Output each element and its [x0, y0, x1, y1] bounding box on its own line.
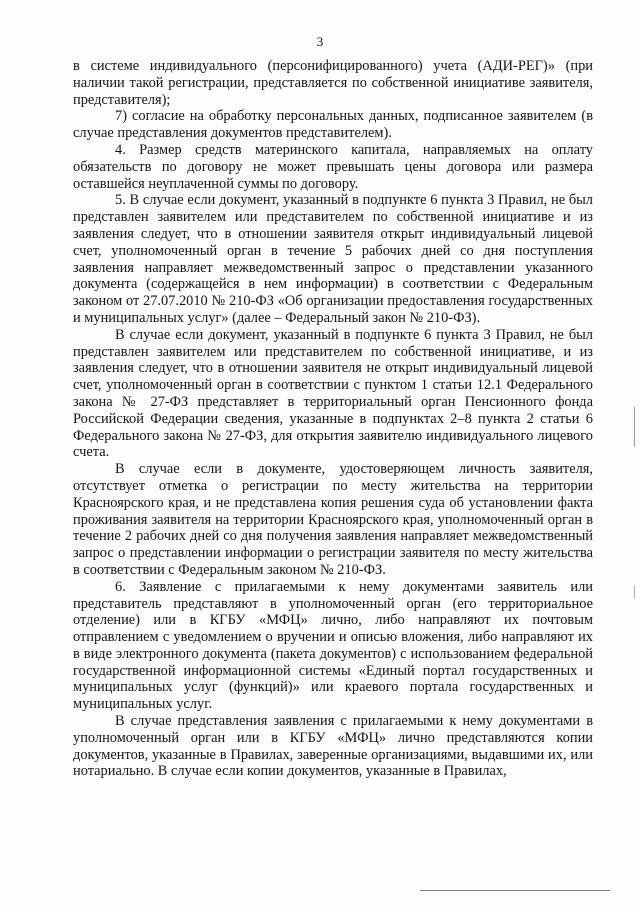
scan-bottom-line [420, 890, 610, 891]
paragraph-section-5-third: В случае если в документе, удостоверяющем личность заявителя, отсутствует отметка о регистрации по месту жительства на территории Красноярского края, и не представлена копия решения суда об установлении факта проживания заявителя на территории Красноярского края, уполномоченный орган в течение 2 рабочих дней со дня получения заявления направляет межведомственный запрос о представлении информации о регистрации заявителя по месту жительства в соответствии с Федеральным законом № 210-ФЗ. [73, 461, 593, 578]
scan-edge-mark [634, 407, 635, 447]
paragraph-section-6-second: В случае представления заявления с прилагаемыми к нему документами в уполномоченный орган или в КГБУ «МФЦ» лично представляются копии документов, указанные в Правилах, заверенные организациями, выдавшими их, или нотариально. В случае если копии документов, указанные в Правилах, [73, 713, 593, 780]
paragraph-section-5: 5. В случае если документ, указанный в подпункте 6 пункта 3 Правил, не был представлен заявителем или представителем по собственной инициативе и из заявления следует, что в отношении заявителя открыт индивидуальный лицевой счет, уполномоченный орган в течение 5 рабочих дней со дня поступления заявления направляет межведомственный запрос о представлении указанного документа (содержащейся в нем информации) в соответствии с Федеральным законом от 27.07.2010 № 210-ФЗ «Об организации предоставления государственных и муниципальных услуг» (далее – Федеральный закон № 210-ФЗ). [73, 192, 593, 326]
document-body [73, 58, 593, 780]
scan-edge-mark [634, 585, 635, 599]
page-number: 3 [316, 34, 324, 49]
paragraph-continuation: в системе индивидуального (персонифицированного) учета (АДИ-РЕГ)» (при наличии такой регистрации, представляется по собственной инициативе заявителя, представителя); [73, 58, 593, 108]
paragraph-section-4: 4. Размер средств материнского капитала, направляемых на оплату обязательств по договору не может превышать цены договора или размера оставшейся неуплаченной суммы по договору. [73, 141, 593, 192]
paragraph-section-6: 6. Заявление с прилагаемыми к нему документами заявитель или представитель представляют в уполномоченный орган (его территориальное отделение) или в КГБУ «МФЦ» лично, либо направляют их почтовым отправлением с уведомлением о вручении и описью вложения, либо направляют их в виде электронного документа (пакета документов) с использованием федеральной государственной информационной системы «Единый портал государственных и муниципальных услуг (функций)» или краевого портала государственных и муниципальных услуг. [73, 578, 593, 713]
paragraph-item-7: 7) согласие на обработку персональных данных, подписанное заявителем (в случае представления документов представителем). [73, 108, 593, 142]
paragraph-section-5-second: В случае если документ, указанный в подпункте 6 пункта 3 Правил, не был представлен заявителем или представителем по собственной инициативе, и из заявления следует, что в отношении заявителя не открыт индивидуальный лицевой счет, уполномоченный орган в соответствии с пунктом 1 статьи 12.1 Федерального закона № 27-ФЗ представляет в территориальный орган Пенсионного фонда Российской Федерации сведения, указанные в подпунктах 2–8 пункта 2 статьи 6 Федерального закона № 27-ФЗ, для открытия заявителю индивидуального лицевого счета. [73, 326, 593, 461]
